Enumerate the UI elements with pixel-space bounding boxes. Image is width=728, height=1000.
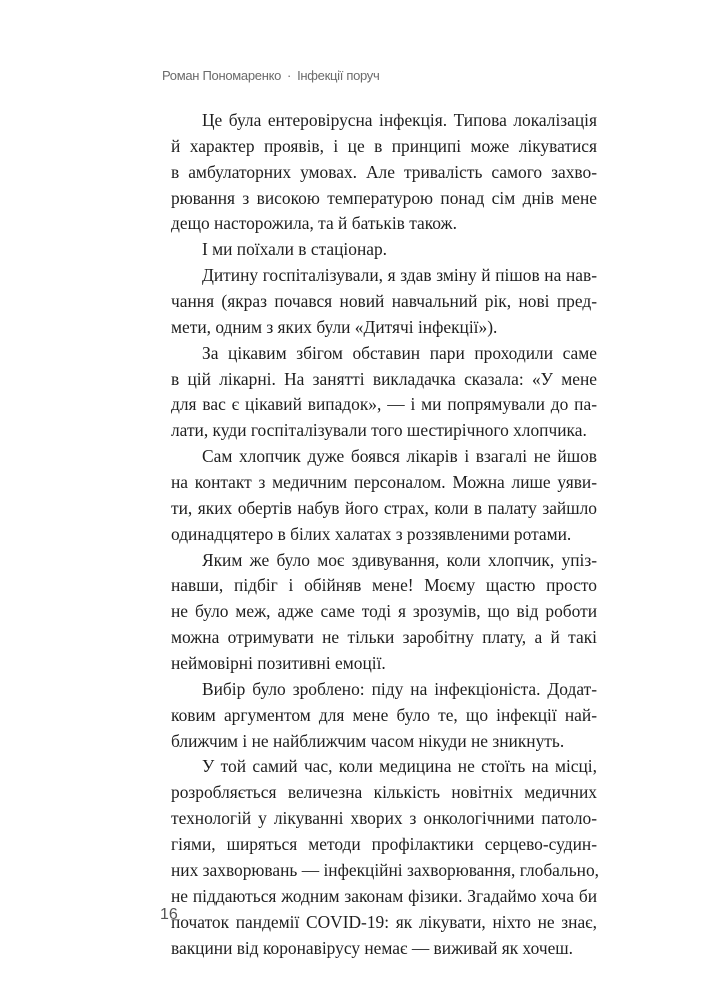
text-line: ти, яких обертів набув його страх, коли в палату зайшло	[171, 497, 597, 518]
text-line: початок пандемії COVID-19: як лікувати, ніхто не знає,	[171, 911, 597, 932]
text-line: гіями, ширяться методи профілактики серцево-судин-	[171, 834, 597, 855]
text-line: рювання з високою температурою понад сім днів мене	[171, 187, 597, 208]
text-line: можна отримувати не тільки заробітну плату, а й такі	[171, 627, 597, 648]
text-line: Це була ентеровірусна інфекція. Типова локалізація	[202, 110, 597, 130]
text-line: не піддаються жодним законам фізики. Згадаймо хоча би	[171, 885, 597, 906]
text-line: Сам хлопчик дуже боявся лікарів і взагалі не йшов	[202, 446, 597, 467]
text-line: Дитину госпіталізували, я здав зміну й пішов на нав-	[202, 265, 597, 286]
paragraph	[171, 548, 597, 677]
text-line: не було меж, адже саме тоді я зрозумів, що від роботи	[171, 601, 597, 622]
text-line: Яким же було моє здивування, коли хлопчик, упіз-	[202, 549, 597, 570]
text-line: чання (якраз почався новий навчальний рік, нові пред-	[171, 291, 597, 312]
text-line: них захворювань — інфекційні захворювання, глобально,	[171, 859, 600, 880]
header-separator: ·	[287, 68, 292, 83]
text-line: на контакт з медичним персоналом. Можна лише уяви-	[171, 472, 597, 493]
text-line: неймовірні позитивні емоції.	[171, 653, 386, 674]
text-line: в цій лікарні. На занятті викладачка сказала: «У мене	[171, 368, 597, 389]
text-line: лати, куди госпіталізували того шестирічного хлопчика.	[171, 420, 587, 441]
text-line: технологій у лікуванні хворих з онкологічними патоло-	[171, 808, 597, 829]
paragraph	[171, 263, 597, 341]
text-line: вакцини від коронавірусу немає — виживай як хочеш.	[171, 937, 574, 958]
header-book-title: Інфекції поруч	[297, 68, 380, 83]
paragraph	[171, 341, 597, 444]
paragraph	[171, 108, 597, 237]
paragraph	[171, 677, 597, 755]
text-line: мети, одним з яких були «Дитячі інфекції»).	[171, 316, 498, 337]
header-author: Роман Пономаренко	[162, 68, 282, 83]
text-line: для вас є цікавий випадок», — і ми попрямували до па-	[171, 394, 597, 415]
text-line: І ми поїхали в стаціонар.	[202, 239, 388, 260]
text-line: й характер проявів, і це в принципі може лікуватися	[171, 135, 597, 156]
text-line: навши, підбіг і обійняв мене! Моєму щастю просто	[171, 575, 597, 596]
text-line: За цікавим збігом обставин пари проходили саме	[202, 342, 597, 363]
text-line: дещо насторожила, та й батьків також.	[171, 213, 457, 234]
running-header	[162, 68, 379, 83]
text-line: У той самий час, коли медицина не стоїть на місці,	[202, 756, 597, 777]
text-line: в амбулаторних умовах. Але тривалість самого захво-	[171, 161, 597, 182]
text-line: ближчим і не найближчим часом нікуди не зникнуть.	[171, 730, 565, 751]
text-line: одинадцятеро в білих халатах з роззявленими ротами.	[171, 523, 572, 544]
paragraph	[171, 754, 600, 961]
page-number: 16	[160, 906, 178, 923]
paragraph	[171, 444, 597, 547]
body-text	[171, 108, 600, 961]
paragraph	[171, 237, 597, 263]
text-line: ковим аргументом для мене було те, що інфекції най-	[171, 704, 597, 725]
text-line: розробляється величезна кількість новітніх медичних	[171, 782, 597, 803]
text-line: Вибір було зроблено: піду на інфекціоніста. Додат-	[202, 678, 597, 699]
